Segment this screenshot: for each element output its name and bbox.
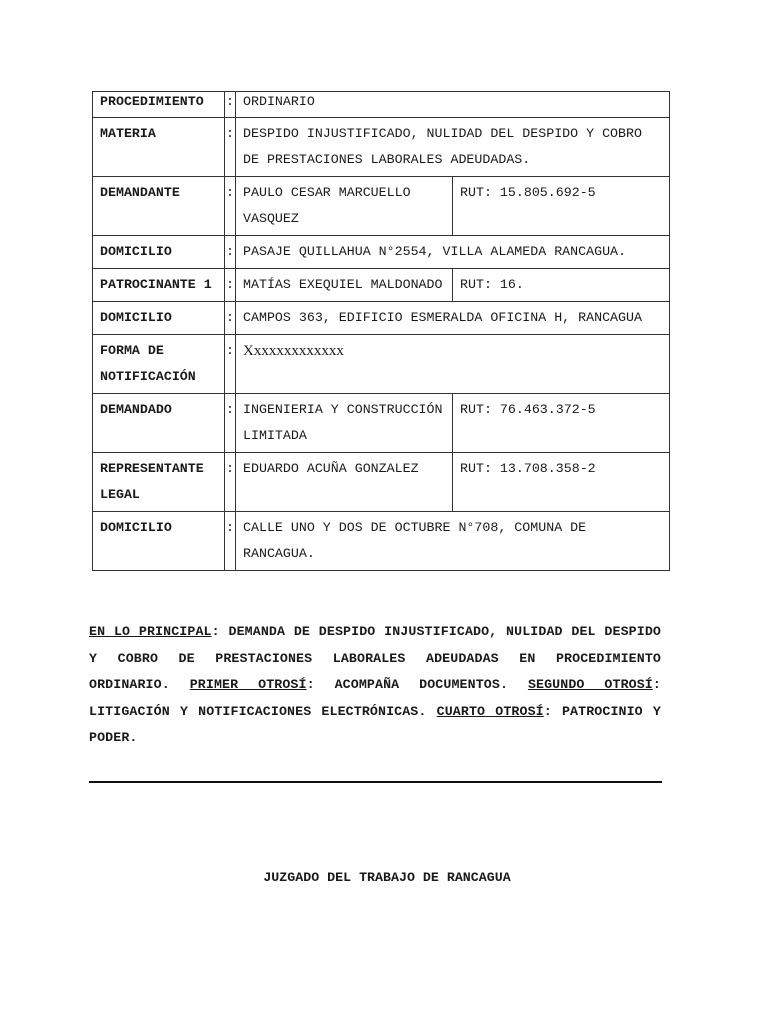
label-patrocinante: PATROCINANTE 1	[93, 269, 225, 302]
value-forma-notificacion: Xxxxxxxxxxxxx	[236, 335, 670, 394]
segundo-otrosi-label: SEGUNDO OTROSÍ	[527, 677, 653, 693]
value-procedimiento: ORDINARIO	[236, 92, 670, 118]
colon: :	[225, 177, 236, 236]
value-domicilio-patrocinante: CAMPOS 363, EDIFICIO ESMERALDA OFICINA H, RANCAGUA	[236, 302, 670, 335]
row-domicilio-demandante	[93, 236, 670, 269]
colon: :	[225, 335, 236, 394]
label-materia: MATERIA	[93, 118, 225, 177]
label-domicilio: DOMICILIO	[93, 302, 225, 335]
row-procedimiento	[93, 92, 670, 118]
label-demandante: DEMANDANTE	[93, 177, 225, 236]
label-procedimiento: PROCEDIMIENTO	[93, 92, 225, 118]
label-domicilio: DOMICILIO	[93, 512, 225, 571]
value-domicilio-demandado: CALLE UNO Y DOS DE OCTUBRE N°708, COMUNA DE RANCAGUA.	[236, 512, 670, 571]
sumilla-paragraph	[89, 619, 661, 752]
court-heading: JUZGADO DEL TRABAJO DE RANCAGUA	[263, 870, 511, 885]
colon: :	[225, 453, 236, 512]
row-domicilio-demandado	[93, 512, 670, 571]
rut-demandante: RUT: 15.805.692-5	[453, 177, 670, 236]
value-domicilio-demandante: PASAJE QUILLAHUA N°2554, VILLA ALAMEDA RANCAGUA.	[236, 236, 670, 269]
value-demandado: INGENIERIA Y CONSTRUCCIÓN LIMITADA	[236, 394, 453, 453]
principal-text: : DEMANDA DE DESPIDO INJUSTIFICADO, NULIDAD DEL DESPIDO Y COBRO DE PRESTACIONES LABORALES ADEUDADAS EN PROCEDIMIENTO ORDINARIO.	[89, 624, 661, 693]
value-materia: DESPIDO INJUSTIFICADO, NULIDAD DEL DESPIDO Y COBRO DE PRESTACIONES LABORALES ADEUDADAS.	[236, 118, 670, 177]
row-patrocinante	[93, 269, 670, 302]
principal-label: EN LO PRINCIPAL	[89, 624, 212, 639]
value-demandante: PAULO CESAR MARCUELLO VASQUEZ	[236, 177, 453, 236]
row-representante	[93, 453, 670, 512]
row-demandado	[93, 394, 670, 453]
cuarto-otrosi-label: CUARTO OTROSÍ	[436, 703, 544, 719]
horizontal-rule	[89, 781, 662, 783]
primer-otrosi-text: : ACOMPAÑA DOCUMENTOS.	[306, 677, 528, 693]
case-header-table	[92, 91, 670, 571]
rut-patrocinante: RUT: 16.	[453, 269, 670, 302]
colon: :	[225, 269, 236, 302]
row-demandante	[93, 177, 670, 236]
rut-representante: RUT: 13.708.358-2	[453, 453, 670, 512]
label-demandado: DEMANDADO	[93, 394, 225, 453]
label-domicilio: DOMICILIO	[93, 236, 225, 269]
colon: :	[225, 302, 236, 335]
colon: :	[225, 118, 236, 177]
row-materia	[93, 118, 670, 177]
colon: :	[225, 394, 236, 453]
label-forma-notificacion: FORMA DE NOTIFICACIÓN	[93, 335, 225, 394]
primer-otrosi-label: PRIMER OTROSÍ	[189, 677, 307, 693]
label-representante: REPRESENTANTE LEGAL	[93, 453, 225, 512]
value-patrocinante: MATÍAS EXEQUIEL MALDONADO	[236, 269, 453, 302]
colon: :	[225, 236, 236, 269]
value-representante: EDUARDO ACUÑA GONZALEZ	[236, 453, 453, 512]
row-domicilio-patrocinante	[93, 302, 670, 335]
segundo-otrosi-text: : LITIGACIÓN Y NOTIFICACIONES ELECTRÓNICAS.	[89, 677, 661, 719]
cuarto-otrosi-text: : PATROCINIO Y PODER.	[89, 703, 661, 746]
colon: :	[225, 92, 236, 118]
rut-demandado: RUT: 76.463.372-5	[453, 394, 670, 453]
row-forma-notificacion	[93, 335, 670, 394]
colon: :	[225, 512, 236, 571]
